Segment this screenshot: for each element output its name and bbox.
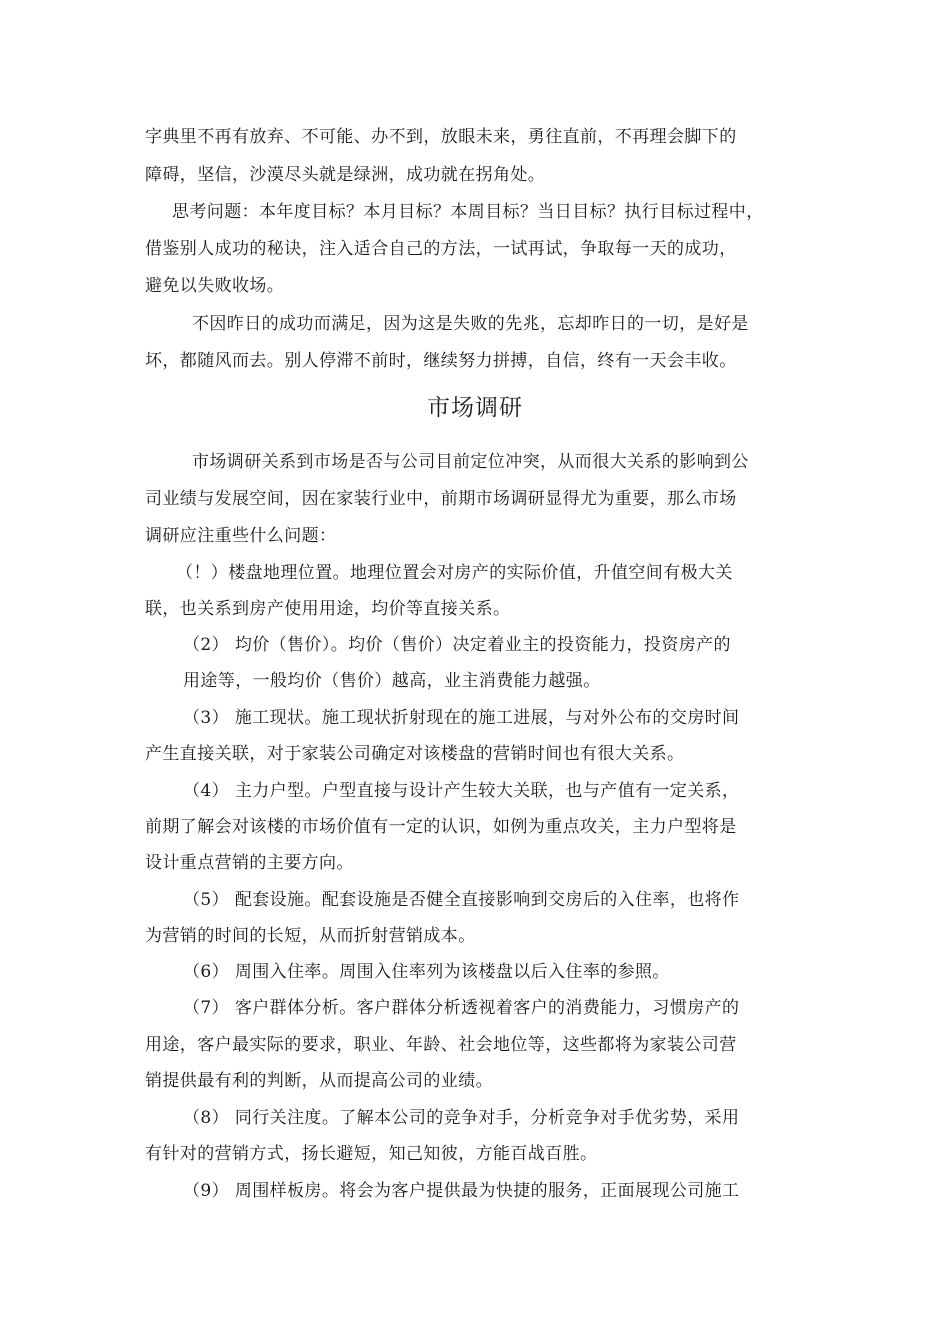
body-line-19: （8） 同行关注度。了解本公司的竞争对手，分析竞争对手优劣势，采用 <box>183 1108 740 1128</box>
body-line-4: （！）楼盘地理位置。地理位置会对房产的实际价值，升值空间有极大关 <box>176 563 733 583</box>
body-line-8: （3） 施工现状。施工现状折射现在的施工进展，与对外公布的交房时间 <box>183 708 740 728</box>
section-title: 市场调研 <box>427 395 523 421</box>
intro-line-2: 障碍，坚信，沙漠尽头就是绿洲，成功就在拐角处。 <box>145 165 546 185</box>
intro-line-4: 借鉴别人成功的秘诀，注入适合自己的方法，一试再试，争取每一天的成功， <box>145 239 737 259</box>
body-line-14: 为营销的时间的长短，从而折射营销成本。 <box>145 926 476 946</box>
body-line-9: 产生直接关联，对于家装公司确定对该楼盘的营销时间也有很大关系。 <box>145 744 685 764</box>
body-line-2: 司业绩与发展空间，因在家装行业中，前期市场调研显得尤为重要，那么市场 <box>145 489 737 509</box>
intro-line-3: 思考问题：本年度目标？本月目标？本周目标？当日目标？执行目标过程中， <box>172 202 764 222</box>
body-line-16: （7） 客户群体分析。客户群体分析透视着客户的消费能力，习惯房产的 <box>183 998 740 1018</box>
intro-line-6: 不因昨日的成功而满足，因为这是失败的先兆，忘却昨日的一切，是好是 <box>192 314 749 334</box>
body-line-17: 用途，客户最实际的要求，职业、年龄、社会地位等，这些都将为家装公司营 <box>145 1035 737 1055</box>
body-line-10: （4） 主力户型。户型直接与设计产生较大关联，也与产值有一定关系， <box>183 781 740 801</box>
body-line-6: （2） 均价（售价）。均价（售价）决定着业主的投资能力，投资房产的 <box>183 635 731 655</box>
body-line-21: （9） 周围样板房。将会为客户提供最为快捷的服务，正面展现公司施工 <box>183 1181 740 1201</box>
body-line-11: 前期了解会对该楼的市场价值有一定的认识，如例为重点攻关，主力户型将是 <box>145 817 737 837</box>
body-line-1: 市场调研关系到市场是否与公司目前定位冲突，从而很大关系的影响到公 <box>192 452 749 472</box>
intro-line-1: 字典里不再有放弃、不可能、办不到，放眼未来，勇往直前，不再理会脚下的 <box>145 127 737 147</box>
body-line-12: 设计重点营销的主要方向。 <box>145 853 354 873</box>
body-line-3: 调研应注重些什么问题： <box>145 526 337 546</box>
body-line-5: 联，也关系到房产使用用途，均价等直接关系。 <box>145 599 511 619</box>
body-line-7: 用途等，一般均价（售价）越高，业主消费能力越强。 <box>183 671 601 691</box>
body-line-18: 销提供最有利的判断，从而提高公司的业绩。 <box>145 1071 493 1091</box>
body-line-15: （6） 周围入住率。周围入住率列为该楼盘以后入住率的参照。 <box>183 962 670 982</box>
intro-line-5: 避免以失败收场。 <box>145 276 285 296</box>
body-line-13: （5） 配套设施。配套设施是否健全直接影响到交房后的入住率，也将作 <box>183 890 740 910</box>
intro-line-7: 坏，都随风而去。别人停滞不前时，继续努力拼搏，自信，终有一天会丰收。 <box>145 351 737 371</box>
body-line-20: 有针对的营销方式，扬长避短，知己知彼，方能百战百胜。 <box>145 1144 598 1164</box>
